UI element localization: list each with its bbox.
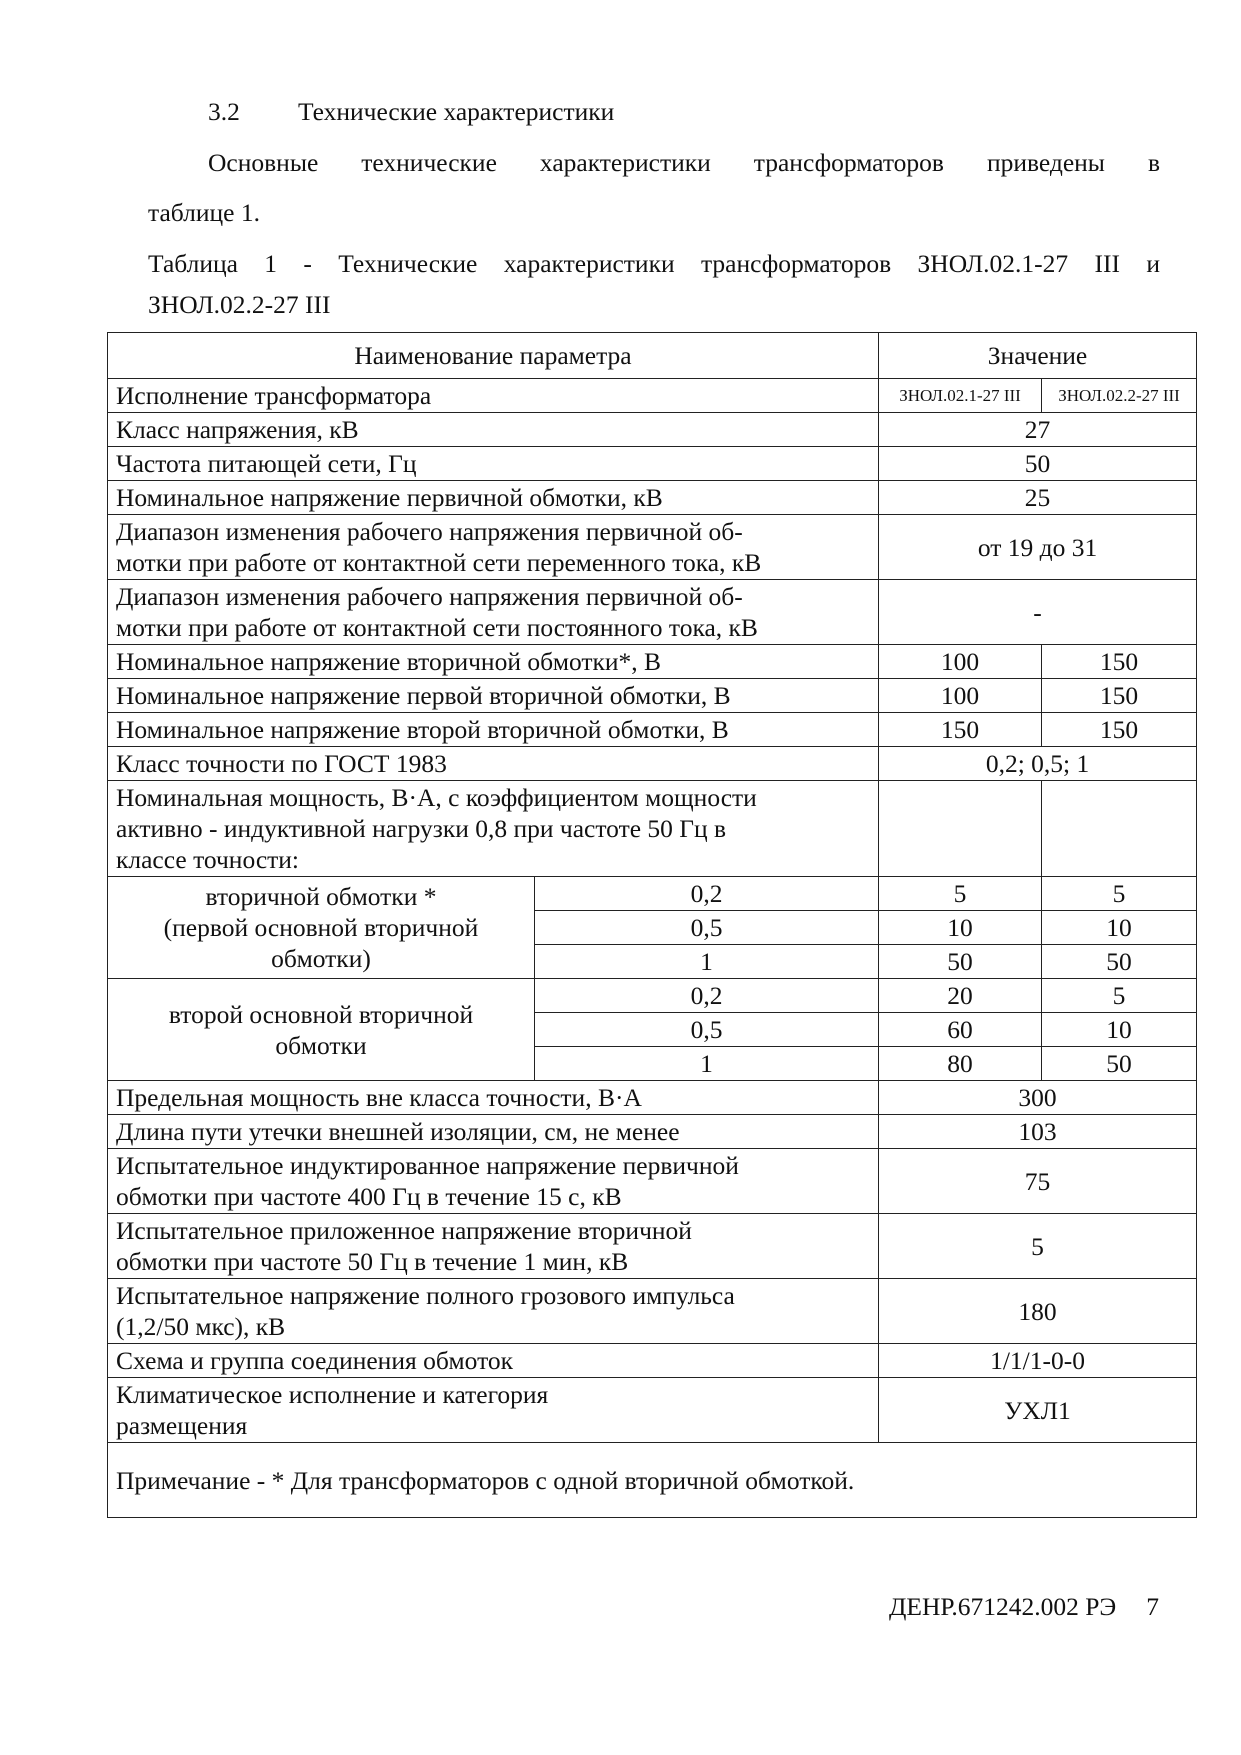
- row-label: Класс напряжения, кВ: [108, 413, 879, 447]
- value-b: 150: [1042, 679, 1197, 713]
- intro-text-line-2: таблице 1.: [148, 198, 260, 227]
- group-label: [108, 979, 535, 1081]
- row-value: 50: [879, 447, 1197, 481]
- row-label: [108, 1214, 879, 1279]
- group-label: [108, 877, 535, 979]
- row-label-line: Испытательное напряжение полного грозового импульса: [116, 1281, 735, 1310]
- row-value: УХЛ1: [879, 1378, 1197, 1443]
- accuracy-class: 1: [535, 1047, 879, 1081]
- row-label: Длина пути утечки внешней изоляции, см, не менее: [108, 1115, 879, 1149]
- table-row: [108, 679, 1197, 713]
- row-value: 180: [879, 1279, 1197, 1344]
- table-row: [108, 515, 1197, 580]
- group-label-line: вторичной обмотки *: [205, 882, 437, 911]
- variant-a: ЗНОЛ.02.1-27 III: [879, 379, 1042, 413]
- accuracy-class: 0,5: [535, 911, 879, 945]
- table-row: [108, 580, 1197, 645]
- row-label-line: обмотки при частоте 50 Гц в течение 1 мин, кВ: [116, 1247, 629, 1276]
- table-row: [108, 781, 1197, 877]
- table-row: [108, 413, 1197, 447]
- row-label-line: активно - индуктивной нагрузки 0,8 при частоте 50 Гц в: [116, 814, 727, 843]
- row-label: [108, 580, 879, 645]
- table-caption-line-2: ЗНОЛ.02.2-27 III: [148, 290, 331, 319]
- row-label-line: Номинальная мощность, В·А, с коэффициентом мощности: [116, 783, 757, 812]
- table-row: [108, 1214, 1197, 1279]
- value-a: 5: [879, 877, 1042, 911]
- value-b: [1042, 781, 1197, 877]
- row-label-line: обмотки при частоте 400 Гц в течение 15 с, кВ: [116, 1182, 622, 1211]
- row-label: Номинальное напряжение вторичной обмотки*, В: [108, 645, 879, 679]
- row-label-line: Испытательное приложенное напряжение вторичной: [116, 1216, 692, 1245]
- value-b: 5: [1042, 979, 1197, 1013]
- row-label-line: Диапазон изменения рабочего напряжения первичной об-: [116, 517, 743, 546]
- group-label-line: второй основной вторичной: [168, 999, 474, 1029]
- row-label: [108, 1378, 879, 1443]
- row-value: 300: [879, 1081, 1197, 1115]
- table-row: [108, 379, 1197, 413]
- row-label: [108, 1279, 879, 1344]
- table-row: [108, 1279, 1197, 1344]
- row-value: 0,2; 0,5; 1: [879, 747, 1197, 781]
- row-label: Исполнение трансформатора: [108, 379, 879, 413]
- value-b: 50: [1042, 1047, 1197, 1081]
- row-label: Предельная мощность вне класса точности, В·А: [108, 1081, 879, 1115]
- row-value: 27: [879, 413, 1197, 447]
- table-row: [108, 645, 1197, 679]
- table-caption-line-1: Таблица 1 - Технические характеристики трансформаторов ЗНОЛ.02.1-27 III и: [148, 249, 1160, 278]
- value-b: 150: [1042, 645, 1197, 679]
- row-label-line: классе точности:: [116, 845, 300, 874]
- row-label-line: Диапазон изменения рабочего напряжения первичной об-: [116, 582, 743, 611]
- accuracy-class: 0,5: [535, 1013, 879, 1047]
- value-b: 150: [1042, 713, 1197, 747]
- row-label: [108, 1149, 879, 1214]
- row-label-line: Испытательное индуктированное напряжение первичной: [116, 1151, 739, 1180]
- table-row: [108, 713, 1197, 747]
- group-label-line: обмотки: [275, 1030, 367, 1060]
- row-label-line: размещения: [116, 1411, 248, 1440]
- group-label-line: (первой основной вторичной: [163, 913, 479, 942]
- table-row: [108, 1149, 1197, 1214]
- row-value: 1/1/1-0-0: [879, 1344, 1197, 1378]
- row-value: 103: [879, 1115, 1197, 1149]
- value-a: 100: [879, 645, 1042, 679]
- row-label: Номинальное напряжение первичной обмотки, кВ: [108, 481, 879, 515]
- accuracy-class: 0,2: [535, 979, 879, 1013]
- value-a: 60: [879, 1013, 1042, 1047]
- table-note: Примечание - * Для трансформаторов с одной вторичной обмоткой.: [108, 1443, 1197, 1518]
- row-label: Номинальное напряжение второй вторичной обмотки, В: [108, 713, 879, 747]
- table-row: [108, 1081, 1197, 1115]
- row-value: 5: [879, 1214, 1197, 1279]
- value-a: 150: [879, 713, 1042, 747]
- variant-b: ЗНОЛ.02.2-27 III: [1042, 379, 1197, 413]
- table-header-row: [108, 333, 1197, 379]
- row-value: 75: [879, 1149, 1197, 1214]
- header-value: Значение: [879, 333, 1197, 379]
- row-value: от 19 до 31: [879, 515, 1197, 580]
- page-number: 7: [1146, 1592, 1159, 1621]
- accuracy-class: 1: [535, 945, 879, 979]
- group-label-line: обмотки): [271, 944, 371, 973]
- section-title: Технические характеристики: [298, 97, 615, 126]
- row-label-line: мотки при работе от контактной сети переменного тока, кВ: [116, 548, 762, 577]
- table-row: [108, 747, 1197, 781]
- value-b: 50: [1042, 945, 1197, 979]
- table-row: [108, 979, 1197, 1013]
- row-label: [108, 515, 879, 580]
- section-number: 3.2: [208, 97, 240, 126]
- intro-text-line-1: Основные технические характеристики трансформаторов приведены в: [208, 148, 1160, 177]
- page-footer: [889, 1592, 1159, 1622]
- value-a: 50: [879, 945, 1042, 979]
- row-label: Частота питающей сети, Гц: [108, 447, 879, 481]
- header-param: Наименование параметра: [108, 333, 879, 379]
- table-row: [108, 1378, 1197, 1443]
- row-label-line: мотки при работе от контактной сети постоянного тока, кВ: [116, 613, 758, 642]
- table-row: [108, 481, 1197, 515]
- row-value: -: [879, 580, 1197, 645]
- table-note-row: [108, 1443, 1197, 1518]
- row-label-line: (1,2/50 мкс), кВ: [116, 1312, 286, 1341]
- value-b: 10: [1042, 911, 1197, 945]
- row-label: Класс точности по ГОСТ 1983: [108, 747, 879, 781]
- value-a: 80: [879, 1047, 1042, 1081]
- accuracy-class: 0,2: [535, 877, 879, 911]
- document-code: ДЕНР.671242.002 РЭ: [888, 1592, 1117, 1621]
- value-b: 10: [1042, 1013, 1197, 1047]
- table-row: [108, 447, 1197, 481]
- table-row: [108, 877, 1197, 911]
- value-a: 20: [879, 979, 1042, 1013]
- spec-table: [107, 332, 1197, 1518]
- table-row: [108, 1115, 1197, 1149]
- row-label-line: Климатическое исполнение и категория: [116, 1380, 549, 1409]
- table-row: [108, 1344, 1197, 1378]
- value-a: 100: [879, 679, 1042, 713]
- row-label: Схема и группа соединения обмоток: [108, 1344, 879, 1378]
- row-value: 25: [879, 481, 1197, 515]
- value-b: 5: [1042, 877, 1197, 911]
- value-a: [879, 781, 1042, 877]
- row-label: Номинальное напряжение первой вторичной обмотки, В: [108, 679, 879, 713]
- row-label: [108, 781, 879, 877]
- value-a: 10: [879, 911, 1042, 945]
